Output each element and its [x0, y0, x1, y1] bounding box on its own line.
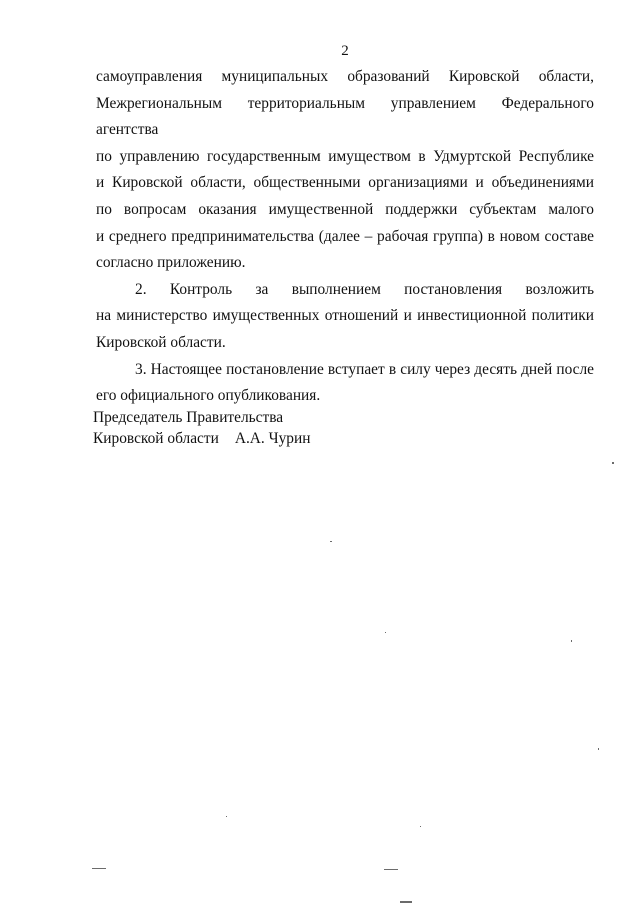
- scan-speck: [612, 462, 614, 464]
- signatory-region: Кировской области: [93, 430, 219, 447]
- scan-speck: [330, 541, 332, 542]
- text-line: по управлению государственным имуществом в Удмуртской Республике: [96, 147, 594, 165]
- scan-speck: [92, 868, 106, 869]
- text-line: самоуправления муниципальных образований Кировской области,: [96, 68, 594, 85]
- scan-speck: [571, 640, 572, 642]
- paragraph-3-line: его официального опубликования.: [96, 387, 321, 405]
- text-line: по вопросам оказания имущественной поддержки субъектам малого: [96, 200, 594, 218]
- scan-speck: [226, 816, 227, 817]
- signatory-region-line: [93, 428, 310, 449]
- paragraph-3-line: 3. Настоящее постановление вступает в силу через десять дней после: [135, 360, 594, 378]
- scan-speck: [598, 748, 599, 750]
- scan-speck: [400, 901, 412, 903]
- text-line: согласно приложению.: [96, 254, 246, 272]
- signatory-title: Председатель Правительства: [93, 409, 284, 426]
- text-line: и Кировской области, общественными организациями и объединениями: [96, 174, 594, 192]
- text-line: Межрегиональным территориальным управлением Федерального агентства: [96, 94, 594, 139]
- signature-block: [93, 407, 310, 449]
- signatory-name: А.А. Чурин: [234, 430, 311, 447]
- scan-speck: [385, 632, 386, 633]
- paragraph-2-line: на министерство имущественных отношений и инвестиционной политики: [96, 307, 594, 325]
- paragraph-2-line: Кировской области.: [96, 333, 226, 351]
- scan-speck: [420, 826, 421, 827]
- paragraph-2-line: 2. Контроль за выполнением постановления возложить: [135, 280, 594, 298]
- document-body: [96, 64, 594, 410]
- scan-speck: [384, 869, 398, 870]
- text-line: и среднего предпринимательства (далее – рабочая группа) в новом составе: [96, 227, 594, 245]
- page-number: 2: [341, 43, 349, 59]
